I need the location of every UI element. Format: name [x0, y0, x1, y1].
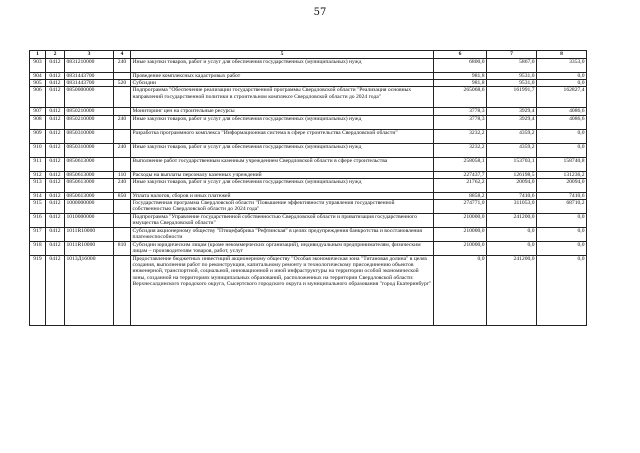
row-number-cell: 903	[30, 59, 46, 73]
amount-cell-year3: 0,0	[537, 242, 587, 256]
row-number-cell: 906	[30, 87, 46, 108]
table-row	[30, 87, 587, 108]
row-number-cell: 913	[30, 178, 46, 192]
description-cell: Субсидии юридическим лицам (кроме некоммерческих организаций), индивидуальным предпринимателям, физическим лицам – производителям товаров, работ, услуг	[131, 242, 434, 256]
amount-cell-year1: 258058,1	[434, 157, 487, 171]
section-code-cell: 0412	[46, 87, 65, 108]
table-row	[30, 178, 587, 192]
header-cell: 1	[30, 51, 46, 59]
amount-cell-year2: 4359,2	[487, 143, 537, 157]
target-article-cell: 0831210000	[65, 59, 114, 73]
amount-cell-year2: 7410,6	[487, 192, 537, 199]
amount-cell-year1: 6800,0	[434, 59, 487, 73]
amount-cell-year3: 0,0	[537, 129, 587, 143]
expense-type-cell	[114, 157, 131, 171]
amount-cell-year2: 4359,2	[487, 129, 537, 143]
expense-type-cell	[114, 256, 131, 326]
amount-cell-year2: 0,0	[487, 228, 537, 242]
amount-cell-year3: 7410,6	[537, 192, 587, 199]
expense-type-cell	[114, 108, 131, 115]
amount-cell-year3: 20094,0	[537, 178, 587, 192]
amount-cell-year2: 161991,7	[487, 87, 537, 108]
row-number-cell: 916	[30, 214, 46, 228]
row-number-cell: 917	[30, 228, 46, 242]
header-cell: 5	[131, 51, 434, 59]
description-cell: Иные закупки товаров, работ и услуг для обеспечения государственных (муниципальных) нужд	[131, 178, 434, 192]
target-article-cell: 0850613000	[65, 192, 114, 199]
table-row	[30, 143, 587, 157]
amount-cell-year1: 981,8	[434, 73, 487, 80]
target-article-cell: 0850310000	[65, 129, 114, 143]
table-row	[30, 171, 587, 178]
description-cell: Выполнение работ государственным казенным учреждением Свердловской области в сфере строительства	[131, 157, 434, 171]
amount-cell-year2: 9531,0	[487, 80, 537, 87]
amount-cell-year1: 3232,2	[434, 143, 487, 157]
target-article-cell: 1010000000	[65, 214, 114, 228]
description-cell: Расходы на выплаты персоналу казенных учреждений	[131, 171, 434, 178]
description-cell: Субсидия акционерному обществу "Птицефабрика "Рефтинская" в целях предупреждения банкротства и восстановления платежеспособности	[131, 228, 434, 242]
section-code-cell: 0412	[46, 73, 65, 80]
amount-cell-year3: 4086,6	[537, 108, 587, 115]
section-code-cell: 0412	[46, 242, 65, 256]
row-number-cell: 912	[30, 171, 46, 178]
expense-type-cell: 810	[114, 242, 131, 256]
expense-type-cell	[114, 87, 131, 108]
header-cell: 7	[487, 51, 537, 59]
section-code-cell: 0412	[46, 192, 65, 199]
amount-cell-year3: 0,0	[537, 80, 587, 87]
amount-cell-year2: 0,0	[487, 242, 537, 256]
row-number-cell: 905	[30, 80, 46, 87]
amount-cell-year1: 227437,7	[434, 171, 487, 178]
section-code-cell: 0412	[46, 200, 65, 214]
description-cell: Иные закупки товаров, работ и услуг для обеспечения государственных (муниципальных) нужд	[131, 115, 434, 129]
section-code-cell: 0412	[46, 115, 65, 129]
description-cell: Уплата налогов, сборов и иных платежей	[131, 192, 434, 199]
expense-type-cell: 240	[114, 59, 131, 73]
amount-cell-year3: 131236,2	[537, 171, 587, 178]
amount-cell-year3: 68710,2	[537, 200, 587, 214]
header-cell: 8	[537, 51, 587, 59]
row-number-cell: 910	[30, 143, 46, 157]
amount-cell-year2: 241200,0	[487, 256, 537, 326]
row-number-cell: 909	[30, 129, 46, 143]
table-row	[30, 129, 587, 143]
header-row	[30, 51, 587, 59]
amount-cell-year1: 210000,0	[434, 228, 487, 242]
description-cell: Проведение комплексных кадастровых работ	[131, 73, 434, 80]
section-code-cell: 0412	[46, 228, 65, 242]
expense-type-cell: 110	[114, 171, 131, 178]
table-row	[30, 157, 587, 171]
section-code-cell: 0412	[46, 143, 65, 157]
target-article-cell: 0850613000	[65, 171, 114, 178]
amount-cell-year1: 210000,0	[434, 242, 487, 256]
target-article-cell: 0850613000	[65, 178, 114, 192]
amount-cell-year1: 981,8	[434, 80, 487, 87]
expense-type-cell: 240	[114, 115, 131, 129]
description-cell: Иные закупки товаров, работ и услуг для обеспечения государственных (муниципальных) нужд	[131, 143, 434, 157]
table-row	[30, 256, 587, 326]
amount-cell-year3: 0,0	[537, 214, 587, 228]
amount-cell-year3: 158740,8	[537, 157, 587, 171]
description-cell: Мониторинг цен на строительные ресурсы	[131, 108, 434, 115]
target-article-cell: 1011R10000	[65, 228, 114, 242]
amount-cell-year1: 0,0	[434, 256, 487, 326]
expense-type-cell	[114, 73, 131, 80]
amount-cell-year1: 8858,2	[434, 192, 487, 199]
expense-type-cell	[114, 214, 131, 228]
expense-type-cell: 240	[114, 143, 131, 157]
expense-type-cell: 520	[114, 80, 131, 87]
target-article-cell: 0850310000	[65, 143, 114, 157]
amount-cell-year3: 0,0	[537, 143, 587, 157]
header-cell: 4	[114, 51, 131, 59]
table-row	[30, 59, 587, 73]
description-cell: Разработка программного комплекса "Информационная система в сфере строительства Свердловской области"	[131, 129, 434, 143]
target-article-cell: 0850613000	[65, 157, 114, 171]
row-number-cell: 914	[30, 192, 46, 199]
amount-cell-year2: 241200,0	[487, 214, 537, 228]
amount-cell-year3: 0,0	[537, 228, 587, 242]
amount-cell-year2: 311053,0	[487, 200, 537, 214]
table-row	[30, 80, 587, 87]
amount-cell-year3: 3353,0	[537, 59, 587, 73]
table-body	[30, 59, 587, 326]
description-cell: Подпрограмма "Управление государственной собственностью Свердловской области и приватизация государственного имущества Свердловской области"	[131, 214, 434, 228]
amount-cell-year2: 3929,4	[487, 108, 537, 115]
description-cell: Субсидии	[131, 80, 434, 87]
row-number-cell: 919	[30, 256, 46, 326]
target-article-cell: 1011R10000	[65, 242, 114, 256]
section-code-cell: 0412	[46, 80, 65, 87]
target-article-cell: 0850210000	[65, 108, 114, 115]
amount-cell-year2: 126198,5	[487, 171, 537, 178]
target-article-cell: 0850210000	[65, 115, 114, 129]
table-row	[30, 214, 587, 228]
section-code-cell: 0412	[46, 178, 65, 192]
amount-cell-year2: 5867,0	[487, 59, 537, 73]
amount-cell-year2: 153703,1	[487, 157, 537, 171]
table-row	[30, 200, 587, 214]
description-cell: Иные закупки товаров, работ и услуг для обеспечения государственных (муниципальных) нужд	[131, 59, 434, 73]
table-row	[30, 228, 587, 242]
table-row	[30, 108, 587, 115]
section-code-cell: 0412	[46, 108, 65, 115]
row-number-cell: 911	[30, 157, 46, 171]
header-cell: 2	[46, 51, 65, 59]
expense-type-cell	[114, 200, 131, 214]
description-cell: Подпрограмма "Обеспечение реализации государственной программы Свердловской области "Реализация основных направлений государственной политики в строительном комплексе Свердловской области до 2024 года"	[131, 87, 434, 108]
amount-cell-year1: 21762,2	[434, 178, 487, 192]
header-cell: 3	[65, 51, 114, 59]
description-cell: Государственная программа Свердловской области "Повышение эффективности управления государственной собственностью Свердловской области до 2024 года"	[131, 200, 434, 214]
amount-cell-year3: 0,0	[537, 256, 587, 326]
amount-cell-year1: 3778,3	[434, 108, 487, 115]
amount-cell-year3: 0,0	[537, 73, 587, 80]
amount-cell-year2: 20094,0	[487, 178, 537, 192]
section-code-cell: 0412	[46, 59, 65, 73]
amount-cell-year1: 3232,2	[434, 129, 487, 143]
expense-type-cell: 240	[114, 178, 131, 192]
amount-cell-year1: 3778,3	[434, 115, 487, 129]
section-code-cell: 0412	[46, 214, 65, 228]
section-code-cell: 0412	[46, 256, 65, 326]
expense-type-cell: 850	[114, 192, 131, 199]
row-number-cell: 907	[30, 108, 46, 115]
target-article-cell: 0831443700	[65, 80, 114, 87]
table-row	[30, 73, 587, 80]
section-code-cell: 0412	[46, 171, 65, 178]
amount-cell-year3: 4086,6	[537, 115, 587, 129]
amount-cell-year2: 3929,4	[487, 115, 537, 129]
expense-type-cell	[114, 228, 131, 242]
amount-cell-year3: 162827,4	[537, 87, 587, 108]
amount-cell-year1: 274771,0	[434, 200, 487, 214]
expense-type-cell	[114, 129, 131, 143]
amount-cell-year2: 9531,0	[487, 73, 537, 80]
row-number-cell: 908	[30, 115, 46, 129]
amount-cell-year1: 210000,0	[434, 214, 487, 228]
table-row	[30, 192, 587, 199]
amount-cell-year1: 265068,6	[434, 87, 487, 108]
target-article-cell: 0850000000	[65, 87, 114, 108]
section-code-cell: 0412	[46, 129, 65, 143]
page-number: 57	[313, 7, 327, 18]
target-article-cell: 1013Д16000	[65, 256, 114, 326]
header-cell: 6	[434, 51, 487, 59]
row-number-cell: 915	[30, 200, 46, 214]
row-number-cell: 918	[30, 242, 46, 256]
section-code-cell: 0412	[46, 157, 65, 171]
description-cell: Предоставление бюджетных инвестиций акционерному обществу "Особая экономическая зона "Титановая долина" в целях создания, выполнения работ по реконструкции, капитальному ремонту и технологическому присоединению объектов инженерной, транспортной, социальной, инновационной и иной инфраструктуры на территории особой экономической зоны, созданной на территориях муниципальных образований, расположенных на территории Свердловской области: Верхнесалдинского городского округа, Сысертского городского округа и муниципального образования "город Екатеринбург"	[131, 256, 434, 326]
budget-table	[29, 50, 587, 326]
row-number-cell: 904	[30, 73, 46, 80]
table-row	[30, 115, 587, 129]
table-row	[30, 242, 587, 256]
target-article-cell: 0831443700	[65, 73, 114, 80]
target-article-cell: 1000000000	[65, 200, 114, 214]
